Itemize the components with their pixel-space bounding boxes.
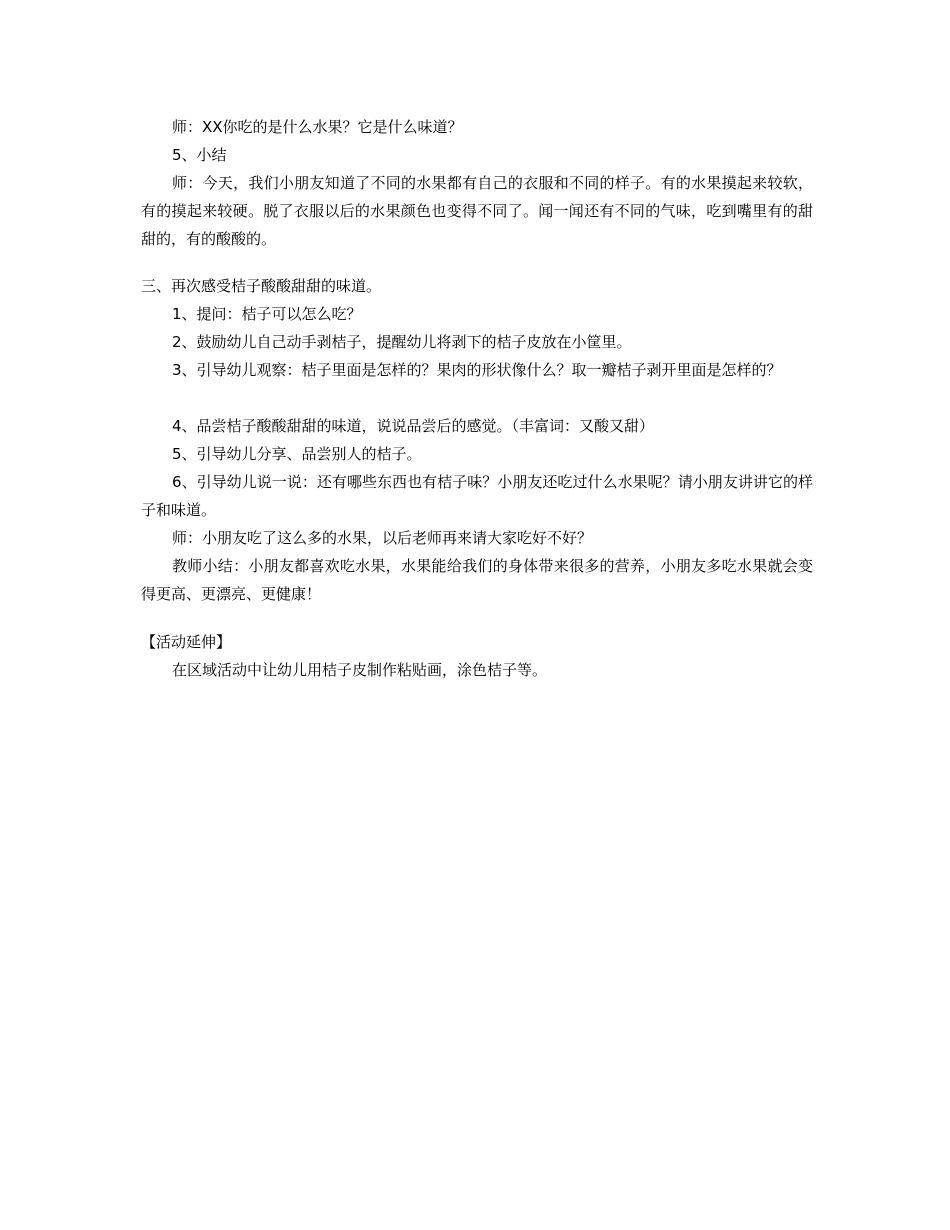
paragraph-teacher-final-summary: 教师小结：小朋友都喜欢吃水果，水果能给我们的身体带来很多的营养，小朋友多吃水果就会变得更高、更漂亮、更健康！ <box>141 557 813 603</box>
paragraph-step-1: 1、提问：桔子可以怎么吃？ <box>172 305 362 323</box>
paragraph-step-6: 6、引导幼儿说一说：还有哪些东西也有桔子味？小朋友还吃过什么水果呢？请小朋友讲讲它的样子和味道。 <box>141 473 813 519</box>
paragraph-teacher-question: 师：XX你吃的是什么水果？它是什么味道？ <box>172 118 463 136</box>
section-heading-extension: 【活动延伸】 <box>141 633 232 651</box>
paragraph-extension-activity: 在区域活动中让幼儿用桔子皮制作粘贴画，涂色桔子等。 <box>172 661 548 679</box>
paragraph-step-2: 2、鼓励幼儿自己动手剥桔子，提醒幼儿将剥下的桔子皮放在小筐里。 <box>172 333 632 351</box>
section-heading-three: 三、再次感受桔子酸酸甜甜的味道。 <box>141 277 382 295</box>
paragraph-step-4: 4、品尝桔子酸酸甜甜的味道，说说品尝后的感觉。（丰富词：又酸又甜） <box>172 417 655 435</box>
paragraph-step-5: 5、引导幼儿分享、品尝别人的桔子。 <box>172 445 422 463</box>
paragraph-summary-heading: 5、小结 <box>172 146 227 164</box>
paragraph-step-3: 3、引导幼儿观察：桔子里面是怎样的？果肉的形状像什么？取一瓣桔子剥开里面是怎样的？ <box>172 361 782 379</box>
paragraph-teacher-summary: 师：今天，我们小朋友知道了不同的水果都有自己的衣服和不同的样子。有的水果摸起来较软，有的摸起来较硬。脱了衣服以后的水果颜色也变得不同了。闻一闻还有不同的气味，吃到嘴里有的甜甜的，有的酸酸的。 <box>141 174 813 248</box>
paragraph-teacher-closing: 师：小朋友吃了这么多的水果，以后老师再来请大家吃好不好？ <box>172 529 593 547</box>
